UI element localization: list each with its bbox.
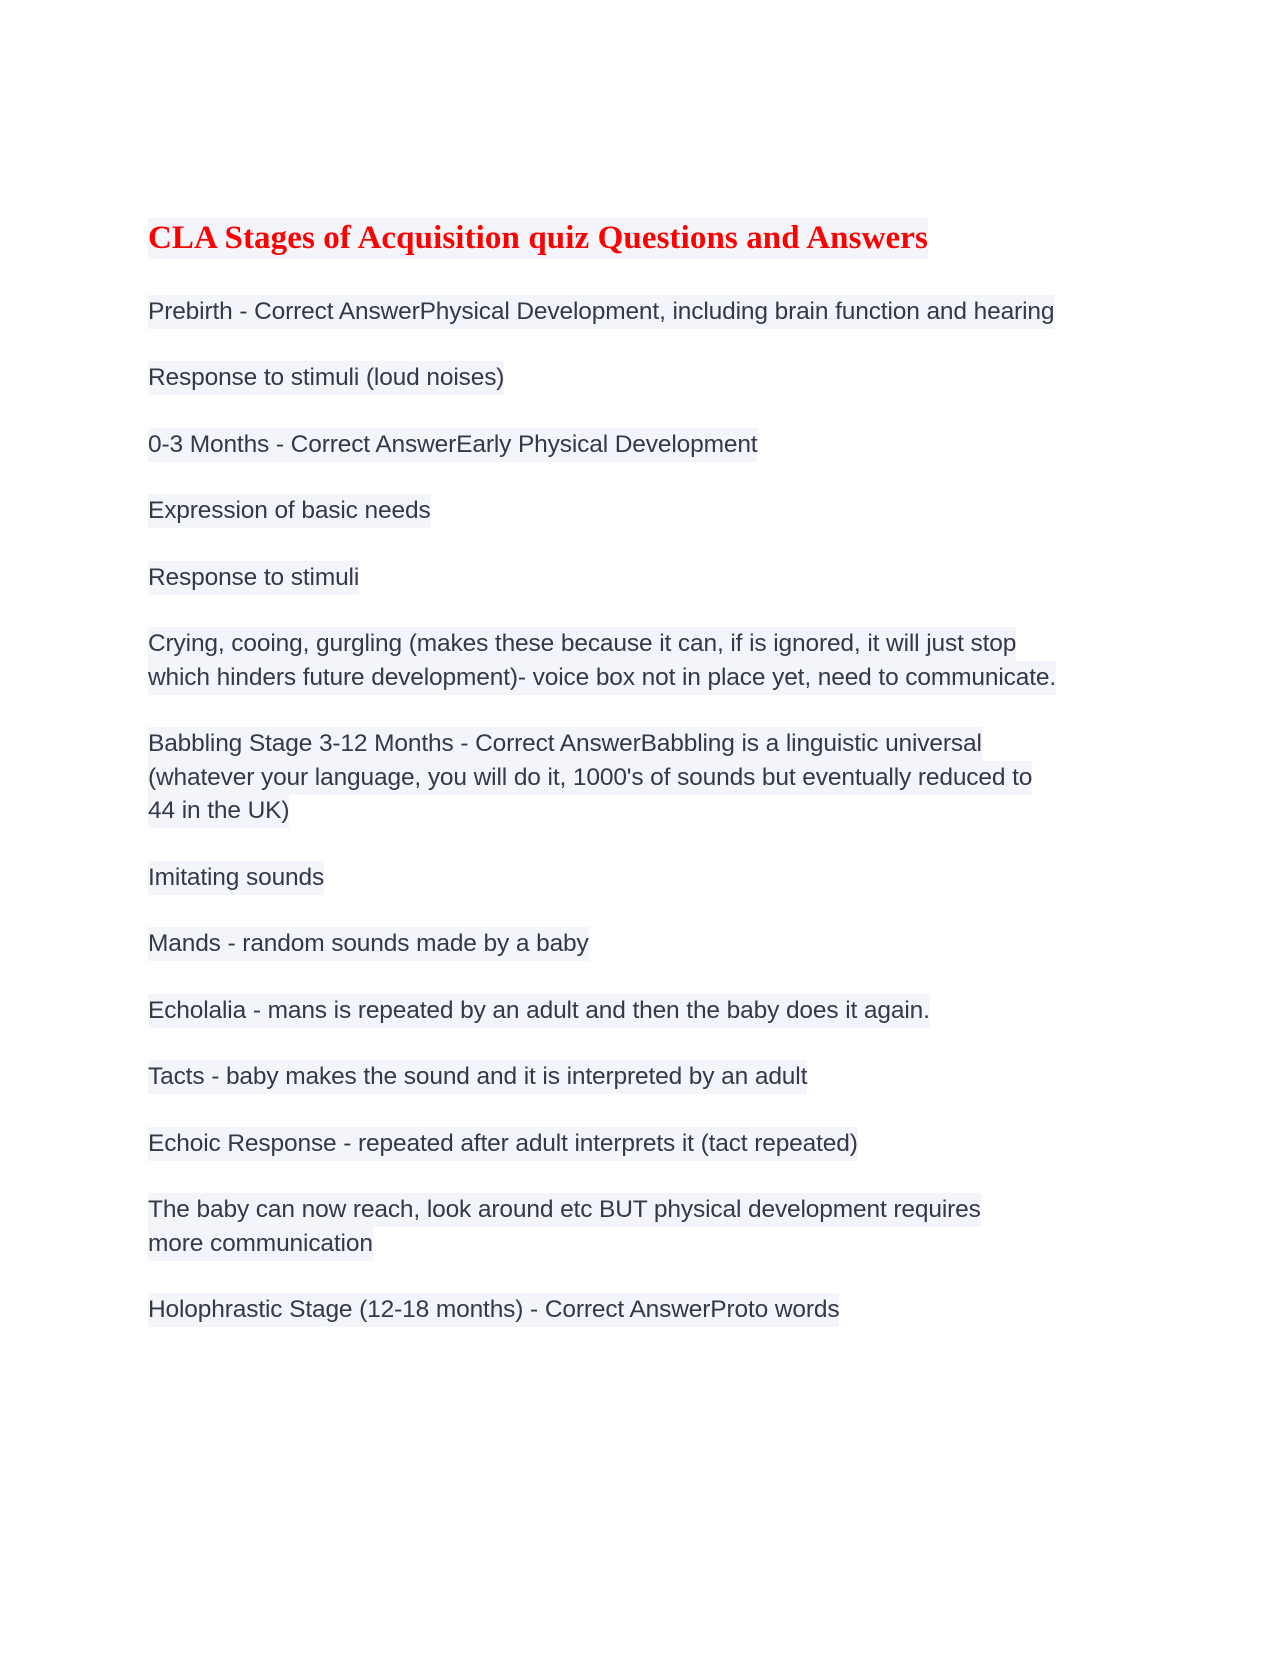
paragraph-text: Tacts - baby makes the sound and it is interpreted by an adult [148, 1060, 807, 1094]
paragraph-spacer [148, 528, 1060, 561]
paragraph-text: 0-3 Months - Correct AnswerEarly Physical Development [148, 428, 757, 462]
paragraph-spacer [148, 1094, 1060, 1127]
paragraph-spacer [148, 694, 1060, 727]
paragraph-echoic-response [148, 1127, 1060, 1161]
paragraph-spacer [148, 1160, 1060, 1193]
paragraph-spacer [148, 594, 1060, 627]
paragraph-prebirth [148, 295, 1058, 329]
paragraph-text: The baby can now reach, look around etc BUT physical development requires more communication [148, 1193, 981, 1261]
paragraph-text: Prebirth - Correct AnswerPhysical Development, including brain function and hearing [148, 295, 1054, 329]
paragraph-response-to-stimuli [148, 561, 1060, 595]
paragraph-text: Holophrastic Stage (12-18 months) - Correct AnswerProto words [148, 1293, 839, 1327]
paragraph-text: Response to stimuli (loud noises) [148, 361, 504, 395]
paragraph-text: Expression of basic needs [148, 494, 431, 528]
paragraph-spacer [148, 328, 1060, 361]
paragraph-imitating-sounds [148, 861, 1060, 895]
paragraph-crying-cooing-gurgling [148, 627, 1060, 694]
paragraph-tacts [148, 1060, 1060, 1094]
paragraph-text: Response to stimuli [148, 561, 359, 595]
document-body [148, 218, 1060, 1327]
paragraph-spacer [148, 461, 1060, 494]
paragraph-response-to-stimuli-loud-noises [148, 361, 1060, 395]
paragraph-text: Crying, cooing, gurgling (makes these because it can, if is ignored, it will just stop which hinders future development)- voice box not in place yet, need to communicate. [148, 627, 1056, 695]
paragraph-zero-to-three-months [148, 428, 1060, 462]
paragraph-spacer [148, 1260, 1060, 1293]
paragraph-spacer [148, 1027, 1060, 1060]
paragraph-text: Imitating sounds [148, 861, 324, 895]
paragraph-mands [148, 927, 1060, 961]
paragraph-expression-of-basic-needs [148, 494, 1060, 528]
page-title [148, 218, 1060, 260]
paragraph-baby-can-now-reach [148, 1193, 1028, 1260]
page-title-text: CLA Stages of Acquisition quiz Questions and Answers [148, 218, 928, 259]
paragraph-spacer [148, 395, 1060, 428]
paragraph-echolalia [148, 994, 1060, 1028]
paragraph-text: Echolalia - mans is repeated by an adult and then the baby does it again. [148, 994, 930, 1028]
paragraph-text: Mands - random sounds made by a baby [148, 927, 589, 961]
paragraph-holophrastic-stage [148, 1293, 1060, 1327]
paragraph-spacer [148, 961, 1060, 994]
paragraph-spacer [148, 828, 1060, 861]
paragraph-babbling-stage [148, 727, 1060, 828]
title-spacer [148, 260, 1060, 295]
paragraph-text: Echoic Response - repeated after adult interprets it (tact repeated) [148, 1127, 858, 1161]
paragraph-spacer [148, 894, 1060, 927]
paragraph-text: Babbling Stage 3-12 Months - Correct AnswerBabbling is a linguistic universal (whatever your language, you will do it, 1000's of sounds but eventually reduced to 44 in the UK) [148, 727, 1032, 828]
